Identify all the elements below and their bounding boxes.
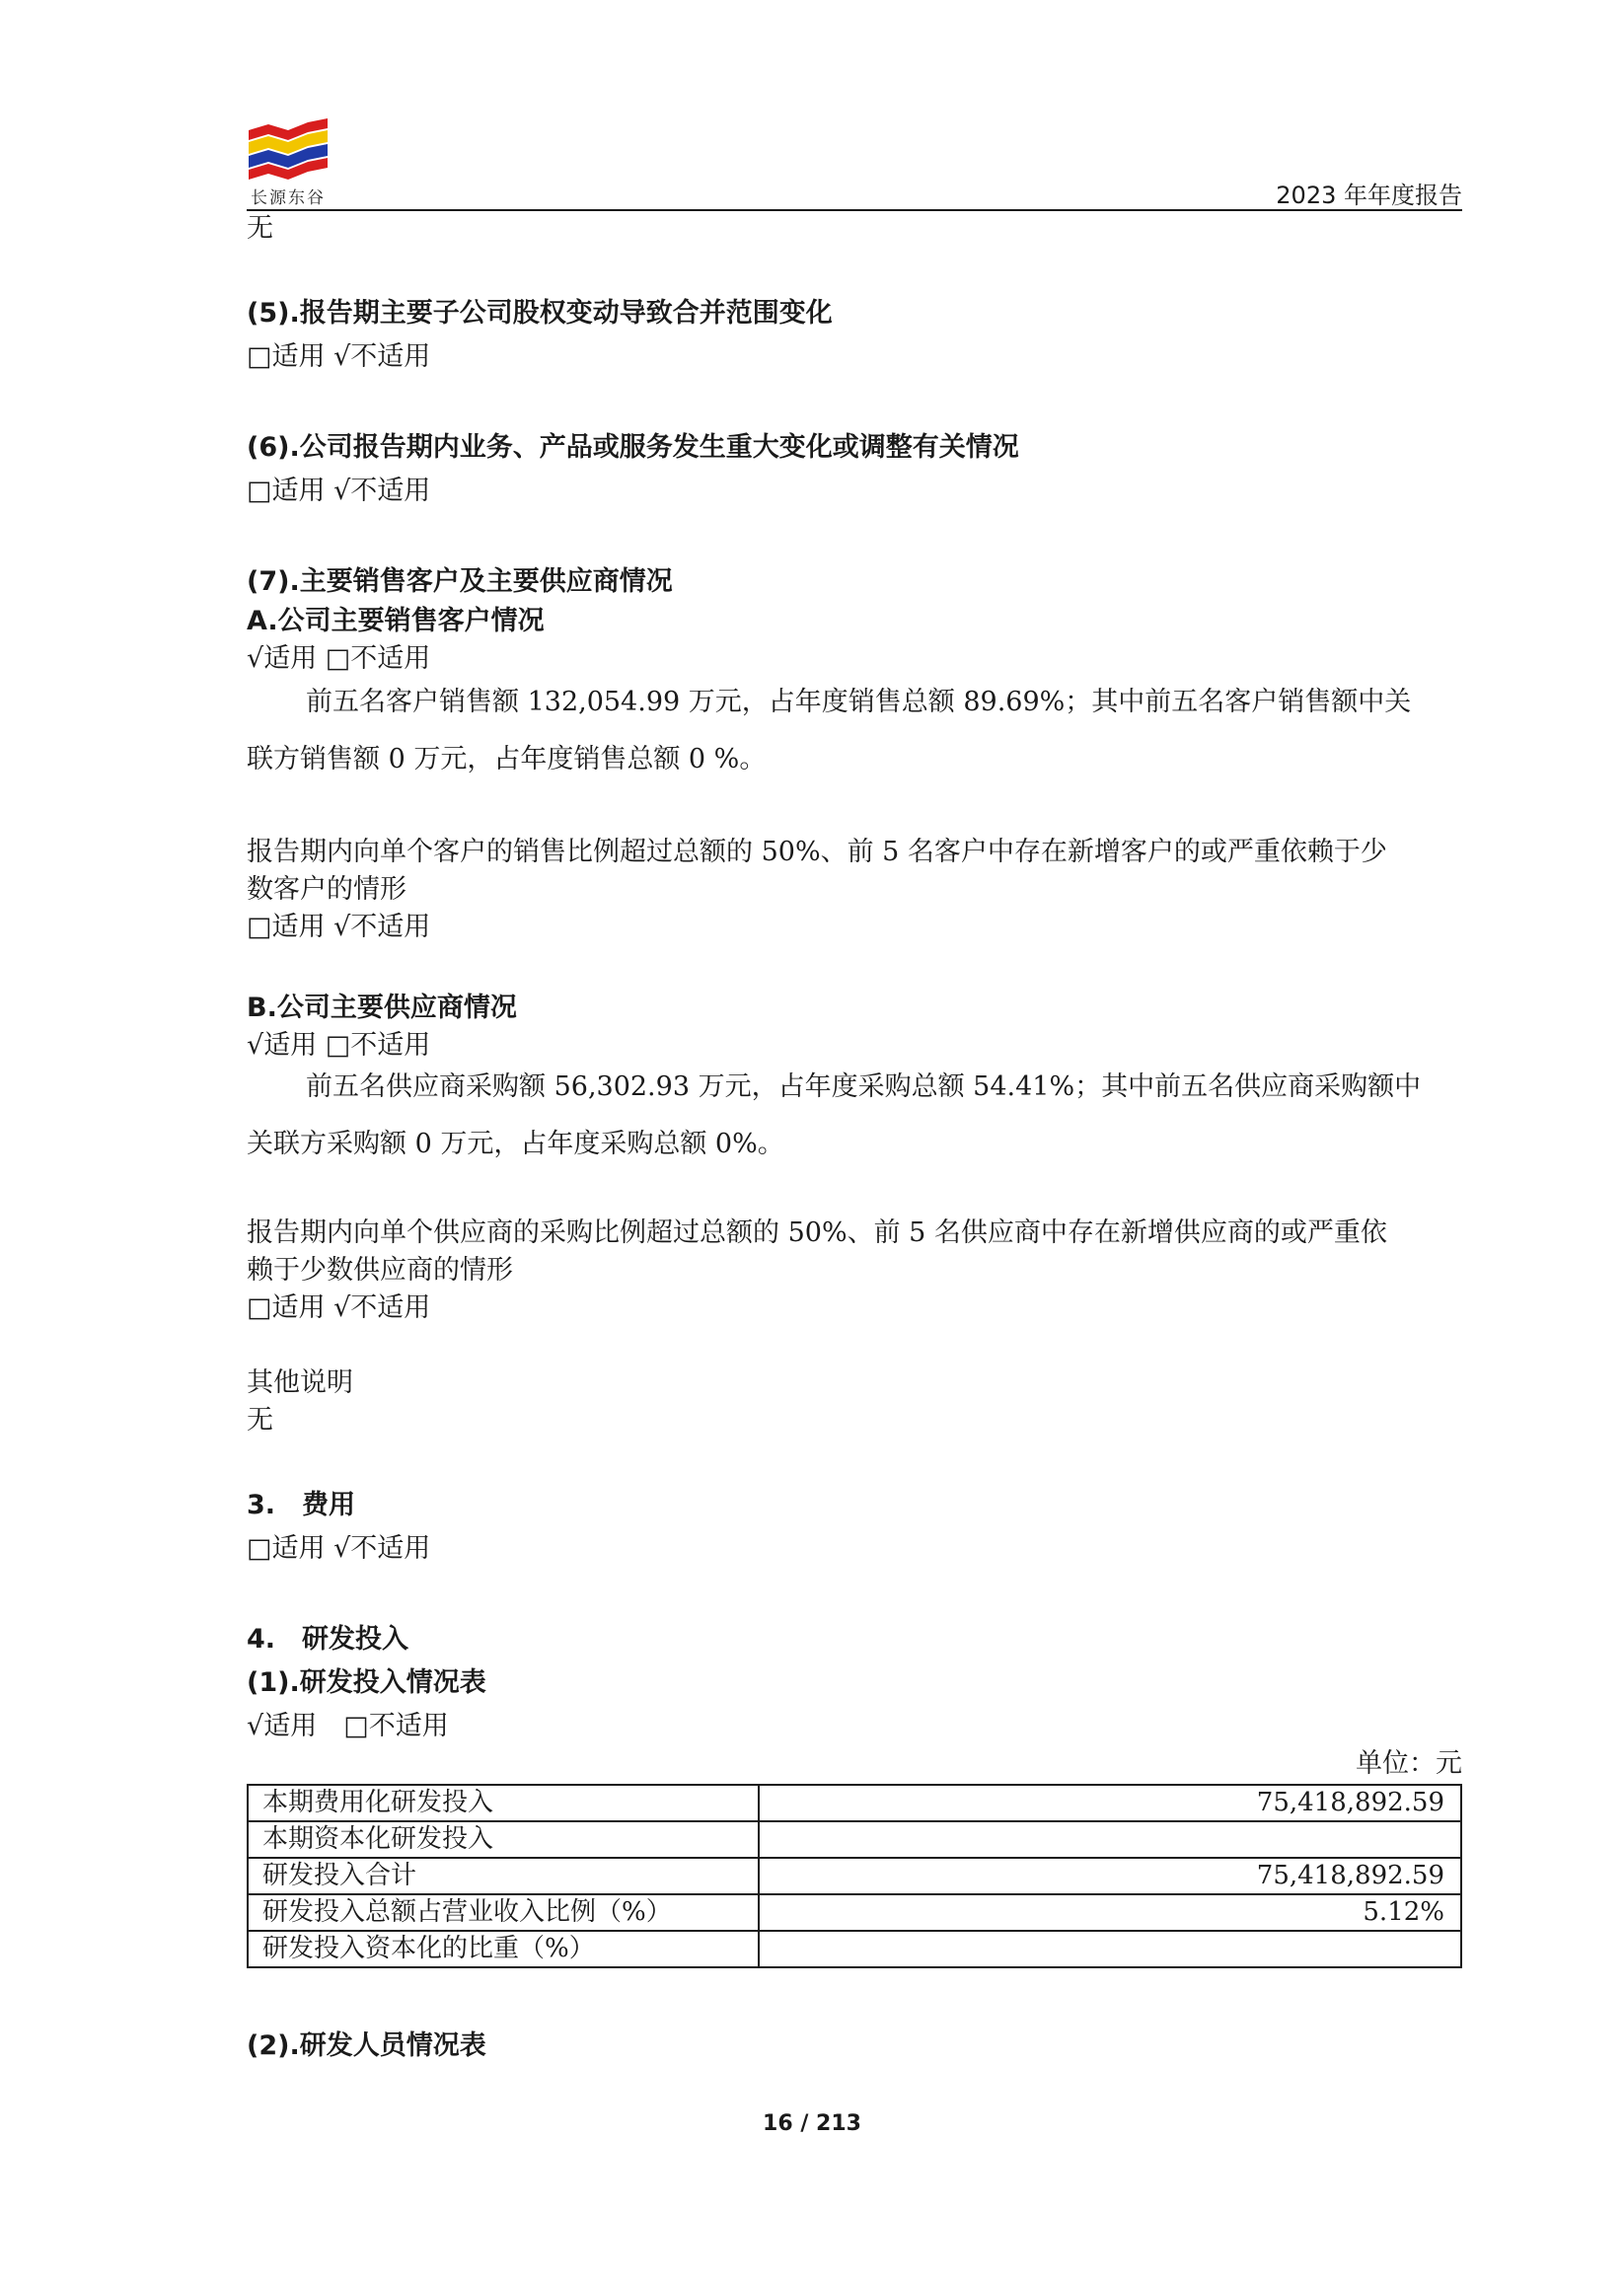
sec6-heading: (6).公司报告期内业务、产品或服务发生重大变化或调整有关情况 <box>247 432 1019 463</box>
table-row <box>248 1931 1461 1967</box>
header-divider <box>247 209 1462 211</box>
other-value: 无 <box>247 1405 273 1436</box>
sec7-b-options: √适用 □不适用 <box>247 1030 431 1061</box>
sec7-b-para-1: 前五名供应商采购额 56,302.93 万元，占年度采购总额 54.41%；其中前五名供应商采购额中 <box>306 1071 1422 1102</box>
rd-unit: 单位：元 <box>1356 1748 1462 1779</box>
rd-row-value: 75,418,892.59 <box>759 1858 1461 1894</box>
table-row <box>248 1894 1461 1931</box>
rd-row-label: 研发投入总额占营业收入比例（%） <box>248 1894 759 1931</box>
table-row <box>248 1858 1461 1894</box>
other-label: 其他说明 <box>247 1367 353 1398</box>
rd-row-label: 研发投入资本化的比重（%） <box>248 1931 759 1967</box>
rd-sub1-heading: (1).研发投入情况表 <box>247 1667 486 1698</box>
page-header <box>247 116 1462 211</box>
rd-row-value <box>759 1931 1461 1967</box>
sec5-options: □适用 √不适用 <box>247 341 431 372</box>
sec7-a-para-2: 联方销售额 0 万元，占年度销售总额 0 %。 <box>247 744 767 774</box>
report-title: 2023 年年度报告 <box>1276 182 1462 209</box>
sec7-b-note-options: □适用 √不适用 <box>247 1292 431 1323</box>
fees-options: □适用 √不适用 <box>247 1533 431 1564</box>
sec7-a-note-2: 数客户的情形 <box>247 874 406 905</box>
sec7-b-note-2: 赖于少数供应商的情形 <box>247 1255 513 1286</box>
rd-sub1-options: √适用 □不适用 <box>247 1711 449 1741</box>
table-row <box>248 1785 1461 1821</box>
logo-text: 长源东谷 <box>251 188 326 208</box>
sec5-heading: (5).报告期主要子公司股权变动导致合并范围变化 <box>247 298 833 329</box>
rd-row-value <box>759 1821 1461 1858</box>
sec7-b-heading: B.公司主要供应商情况 <box>247 993 517 1023</box>
rd-table <box>247 1784 1462 1968</box>
top-text: 无 <box>247 213 273 244</box>
fees-heading: 3. 费用 <box>247 1490 356 1520</box>
rd-row-value: 75,418,892.59 <box>759 1785 1461 1821</box>
sec7-a-options: √适用 □不适用 <box>247 643 431 674</box>
sec7-a-para-1: 前五名客户销售额 132,054.99 万元，占年度销售总额 89.69%；其中前五名客户销售额中关 <box>306 687 1412 717</box>
rd-row-value: 5.12% <box>759 1894 1461 1931</box>
sec7-b-para-2: 关联方采购额 0 万元，占年度采购总额 0%。 <box>247 1129 784 1159</box>
rd-row-label: 本期费用化研发投入 <box>248 1785 759 1821</box>
page-number: 16 / 213 <box>763 2111 861 2136</box>
rd-row-label: 本期资本化研发投入 <box>248 1821 759 1858</box>
sec7-heading: (7).主要销售客户及主要供应商情况 <box>247 566 673 597</box>
rd-sub2-heading: (2).研发人员情况表 <box>247 2030 486 2061</box>
rd-heading: 4. 研发投入 <box>247 1624 409 1655</box>
rd-row-label: 研发投入合计 <box>248 1858 759 1894</box>
sec7-a-note-1: 报告期内向单个客户的销售比例超过总额的 50%、前 5 名客户中存在新增客户的或严重依赖于少 <box>247 837 1387 867</box>
sec7-b-note-1: 报告期内向单个供应商的采购比例超过总额的 50%、前 5 名供应商中存在新增供应商的或严重依 <box>247 1217 1387 1248</box>
sec6-options: □适用 √不适用 <box>247 476 431 506</box>
table-row <box>248 1821 1461 1858</box>
sec7-a-heading: A.公司主要销售客户情况 <box>247 606 545 636</box>
sec7-a-note-options: □适用 √不适用 <box>247 912 431 942</box>
